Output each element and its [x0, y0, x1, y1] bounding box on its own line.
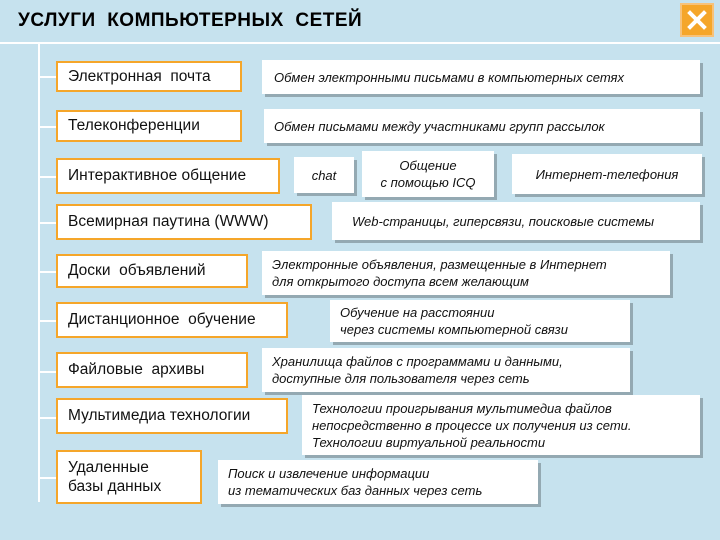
service-email-description: Обмен электронными письмами в компьютерных сетях: [262, 60, 700, 94]
service-teleconferences[interactable]: Телеконференции: [56, 110, 242, 142]
service-file-archives-description: Хранилища файлов с программами и данными, доступные для пользователя через сеть: [262, 348, 630, 392]
branch-line: [38, 222, 58, 224]
branch-line: [38, 271, 58, 273]
branch-line: [38, 371, 58, 373]
service-file-archives[interactable]: Файловые архивы: [56, 352, 248, 388]
branch-line: [38, 417, 58, 419]
service-distance-learning-description: Обучение на расстоянии через системы компьютерной связи: [330, 300, 630, 342]
service-remote-databases-description: Поиск и извлечение информации из тематических баз данных через сеть: [218, 460, 538, 504]
service-remote-databases[interactable]: Удаленные базы данных: [56, 450, 202, 504]
interactive-chat-description: chat: [294, 157, 354, 193]
branch-line: [38, 76, 58, 78]
branch-line: [38, 176, 58, 178]
header-divider: [0, 42, 720, 44]
service-multimedia-description: Технологии проигрывания мультимедиа файлов непосредственно в процессе их получения из сети. Технологии виртуальной реальности: [302, 395, 700, 455]
service-www[interactable]: Всемирная паутина (WWW): [56, 204, 312, 240]
service-teleconferences-description: Обмен письмами между участниками групп рассылок: [264, 109, 700, 143]
close-button[interactable]: [680, 3, 714, 37]
branch-line: [38, 126, 58, 128]
close-icon: [686, 9, 708, 31]
service-interactive-chat[interactable]: Интерактивное общение: [56, 158, 280, 194]
service-bulletin-boards[interactable]: Доски объявлений: [56, 254, 248, 288]
service-www-description: Web-страницы, гиперсвязи, поисковые системы: [332, 202, 700, 240]
title-bar: [0, 0, 720, 42]
branch-line: [38, 477, 58, 479]
service-distance-learning[interactable]: Дистанционное обучение: [56, 302, 288, 338]
interactive-ip-telephony-description: Интернет-телефония: [512, 154, 702, 194]
service-bulletin-boards-description: Электронные объявления, размещенные в Интернет для открытого доступа всем желающим: [262, 251, 670, 295]
service-multimedia[interactable]: Мультимедиа технологии: [56, 398, 288, 434]
service-email[interactable]: Электронная почта: [56, 61, 242, 92]
interactive-icq-description: Общение с помощью ICQ: [362, 151, 494, 197]
page-title: УСЛУГИ КОМПЬЮТЕРНЫХ СЕТЕЙ: [18, 10, 363, 31]
branch-line: [38, 320, 58, 322]
